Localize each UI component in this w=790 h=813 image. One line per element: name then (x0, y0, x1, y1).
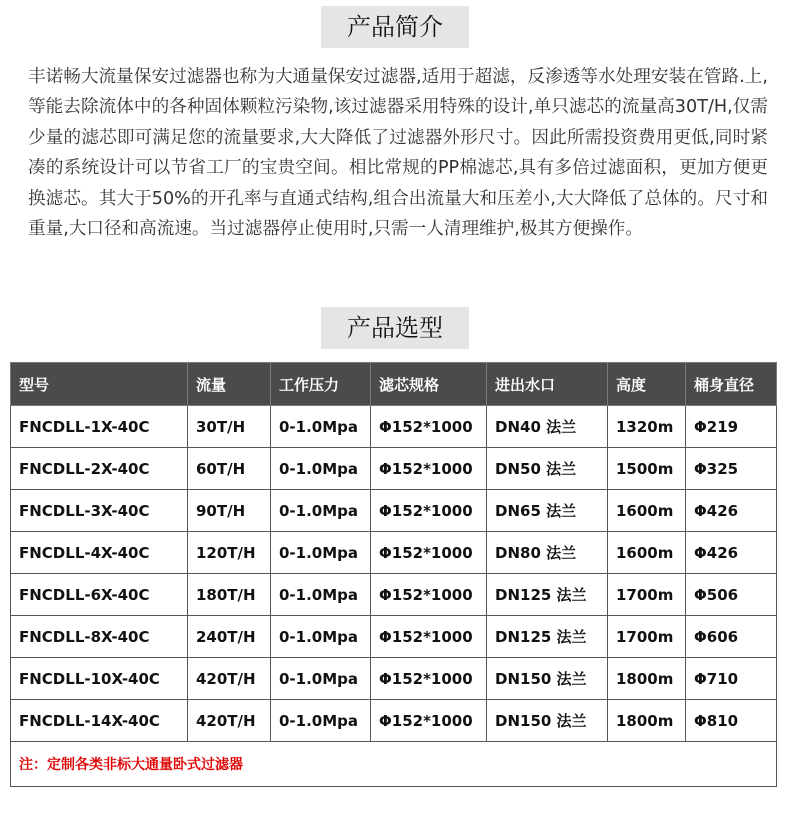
header-height: 高度 (608, 363, 686, 406)
cell-flow: 120T/H (188, 532, 271, 574)
table-row (11, 490, 777, 532)
cell-cartridge-spec: Φ152*1000 (371, 574, 487, 616)
table-row (11, 700, 777, 742)
cell-height: 1600m (608, 532, 686, 574)
cell-pressure: 0-1.0Mpa (271, 448, 371, 490)
cell-pressure: 0-1.0Mpa (271, 616, 371, 658)
cell-height: 1600m (608, 490, 686, 532)
cell-flow: 60T/H (188, 448, 271, 490)
cell-cartridge-spec: Φ152*1000 (371, 490, 487, 532)
cell-inlet-outlet: DN65 法兰 (487, 490, 608, 532)
cell-model: FNCDLL-1X-40C (11, 406, 188, 448)
cell-pressure: 0-1.0Mpa (271, 658, 371, 700)
cell-height: 1500m (608, 448, 686, 490)
intro-title: 产品简介 (321, 6, 469, 48)
cell-pressure: 0-1.0Mpa (271, 700, 371, 742)
cell-height: 1700m (608, 616, 686, 658)
cell-height: 1700m (608, 574, 686, 616)
cell-model: FNCDLL-2X-40C (11, 448, 188, 490)
cell-flow: 420T/H (188, 700, 271, 742)
cell-diameter: Φ426 (686, 532, 777, 574)
header-diameter: 桶身直径 (686, 363, 777, 406)
cell-inlet-outlet: DN40 法兰 (487, 406, 608, 448)
cell-cartridge-spec: Φ152*1000 (371, 448, 487, 490)
header-model: 型号 (11, 363, 188, 406)
table-note-row (11, 742, 777, 787)
cell-inlet-outlet: DN125 法兰 (487, 616, 608, 658)
header-inlet-outlet: 进出水口 (487, 363, 608, 406)
cell-diameter: Φ325 (686, 448, 777, 490)
cell-diameter: Φ506 (686, 574, 777, 616)
header-flow: 流量 (188, 363, 271, 406)
selection-title: 产品选型 (321, 307, 469, 349)
cell-model: FNCDLL-10X-40C (11, 658, 188, 700)
table-row (11, 616, 777, 658)
table-row (11, 658, 777, 700)
cell-height: 1800m (608, 700, 686, 742)
cell-model: FNCDLL-14X-40C (11, 700, 188, 742)
cell-height: 1800m (608, 658, 686, 700)
cell-pressure: 0-1.0Mpa (271, 406, 371, 448)
cell-inlet-outlet: DN80 法兰 (487, 532, 608, 574)
cell-flow: 90T/H (188, 490, 271, 532)
cell-diameter: Φ606 (686, 616, 777, 658)
cell-model: FNCDLL-3X-40C (11, 490, 188, 532)
table-row (11, 448, 777, 490)
cell-model: FNCDLL-4X-40C (11, 532, 188, 574)
cell-cartridge-spec: Φ152*1000 (371, 406, 487, 448)
cell-model: FNCDLL-6X-40C (11, 574, 188, 616)
cell-pressure: 0-1.0Mpa (271, 532, 371, 574)
cell-cartridge-spec: Φ152*1000 (371, 658, 487, 700)
cell-cartridge-spec: Φ152*1000 (371, 700, 487, 742)
cell-flow: 420T/H (188, 658, 271, 700)
header-cartridge-spec: 滤芯规格 (371, 363, 487, 406)
cell-height: 1320m (608, 406, 686, 448)
cell-cartridge-spec: Φ152*1000 (371, 532, 487, 574)
cell-flow: 180T/H (188, 574, 271, 616)
product-selection-table (10, 362, 777, 787)
cell-inlet-outlet: DN150 法兰 (487, 658, 608, 700)
table-row (11, 406, 777, 448)
cell-diameter: Φ426 (686, 490, 777, 532)
cell-diameter: Φ710 (686, 658, 777, 700)
cell-inlet-outlet: DN50 法兰 (487, 448, 608, 490)
cell-pressure: 0-1.0Mpa (271, 574, 371, 616)
cell-inlet-outlet: DN125 法兰 (487, 574, 608, 616)
cell-diameter: Φ810 (686, 700, 777, 742)
table-row (11, 574, 777, 616)
header-pressure: 工作压力 (271, 363, 371, 406)
cell-model: FNCDLL-8X-40C (11, 616, 188, 658)
cell-diameter: Φ219 (686, 406, 777, 448)
cell-cartridge-spec: Φ152*1000 (371, 616, 487, 658)
table-row (11, 532, 777, 574)
cell-pressure: 0-1.0Mpa (271, 490, 371, 532)
cell-inlet-outlet: DN150 法兰 (487, 700, 608, 742)
custom-order-note: 注：定制各类非标大通量卧式过滤器 (11, 742, 777, 787)
cell-flow: 30T/H (188, 406, 271, 448)
cell-flow: 240T/H (188, 616, 271, 658)
intro-paragraph: 丰诺畅大流量保安过滤器也称为大通量保安过滤器,适用于超滤，反渗透等水处理安装在管路.上,等能去除流体中的各种固体颗粒污染物,该过滤器采用特殊的设计,单只滤芯的流量高30T/H,仅需少量的滤芯即可满足您的流量要求,大大降低了过滤器外形尺寸。因此所需投资费用更低,同时紧凑的系统设计可以节省工厂的宝贵空间。相比常规的PP棉滤芯,具有多倍过滤面积，更加方便更换滤芯。其大于50%的开孔率与直通式结构,组合出流量大和压差小,大大降低了总体的。尺寸和重量,大口径和高流速。当过滤器停止使用时,只需一人清理维护,极其方便操作。 (28, 67, 768, 240)
table-header-row (11, 363, 777, 406)
